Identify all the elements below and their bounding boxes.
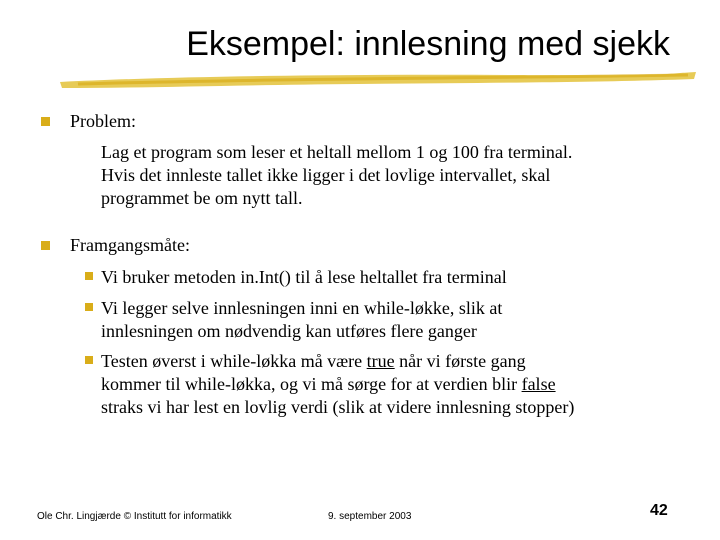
approach-item-3-line-2 bbox=[101, 373, 556, 396]
bullet-problem bbox=[41, 117, 50, 126]
footer-date: 9. september 2003 bbox=[328, 511, 412, 522]
approach-item-3-line-3: straks vi har lest en lovlig verdi (slik at videre innlesning stopper) bbox=[101, 397, 575, 417]
page-number: 42 bbox=[650, 502, 668, 519]
item-3-line-2-text-a: kommer til while-løkka, og vi må sørge for at verdien blir bbox=[101, 374, 522, 394]
keyword-false: false bbox=[521, 374, 556, 394]
approach-heading: Framgangsmåte: bbox=[70, 235, 190, 255]
title-underline-brush bbox=[58, 66, 698, 92]
bullet-item-3 bbox=[85, 356, 93, 364]
problem-line-3: programmet be om nytt tall. bbox=[101, 188, 303, 208]
bullet-item-2 bbox=[85, 303, 93, 311]
approach-item-1: Vi bruker metoden in.Int() til å lese heltallet fra terminal bbox=[101, 267, 507, 287]
problem-heading: Problem: bbox=[70, 111, 136, 131]
problem-line-2: Hvis det innleste tallet ikke ligger i det lovlige intervallet, skal bbox=[101, 165, 551, 185]
approach-item-2-line-2: innlesningen om nødvendig kan utføres flere ganger bbox=[101, 321, 477, 341]
item-3-line-1-text-b: når vi første gang bbox=[394, 351, 526, 371]
slide-title: Eksempel: innlesning med sjekk bbox=[186, 25, 670, 63]
bullet-item-1 bbox=[85, 272, 93, 280]
footer-author: Ole Chr. Lingjærde © Institutt for informatikk bbox=[37, 511, 232, 522]
approach-item-3-line-1 bbox=[101, 350, 526, 373]
keyword-true: true bbox=[366, 351, 395, 371]
problem-line-1: Lag et program som leser et heltall mellom 1 og 100 fra terminal. bbox=[101, 142, 573, 162]
bullet-approach bbox=[41, 241, 50, 250]
approach-item-2-line-1: Vi legger selve innlesningen inni en while-løkke, slik at bbox=[101, 298, 503, 318]
item-3-line-1-text-a: Testen øverst i while-løkka må være bbox=[101, 351, 367, 371]
